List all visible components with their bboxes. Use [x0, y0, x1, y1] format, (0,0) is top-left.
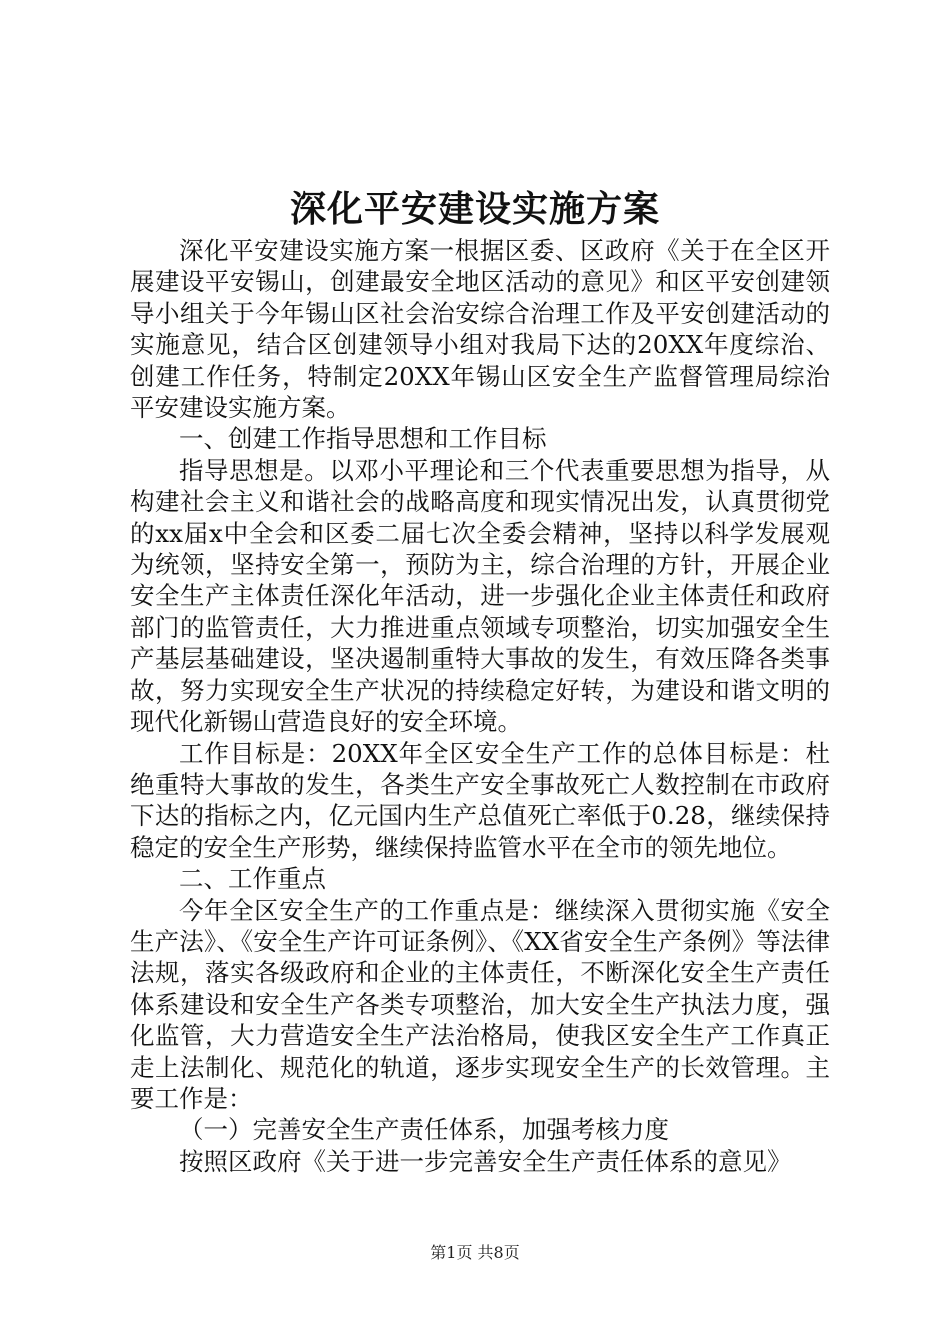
document-body	[130, 235, 830, 1177]
subsection-heading-1: （一）完善安全生产责任体系，加强考核力度	[179, 1115, 669, 1145]
section-heading-1: 一、创建工作指导思想和工作目标	[179, 424, 547, 454]
intro-paragraph: 深化平安建设实施方案一根据区委、区政府《关于在全区开展建设平安锡山，创建最安全地区活动的意见》和区平安创建领导小组关于今年锡山区社会治安综合治理工作及平安创建活动的实施意见，结合区创建领导小组对我局下达的20XX年度综治、创建工作任务，特制定20XX年锡山区安全生产监督管理局综治平安建设实施方案。	[130, 236, 830, 423]
page-number-footer: 第1页 共8页	[430, 1243, 520, 1262]
work-focus-paragraph: 今年全区安全生产的工作重点是：继续深入贯彻实施《安全生产法》、《安全生产许可证条例》、《XX省安全生产条例》等法律法规，落实各级政府和企业的主体责任，不断深化安全生产责任体系建设和安全生产各类专项整治，加大安全生产执法力度，强化监管，大力营造安全生产法治格局，使我区安全生产工作真正走上法制化、规范化的轨道，逐步实现安全生产的长效管理。主要工作是：	[130, 895, 830, 1113]
document-title: 深化平安建设实施方案	[289, 188, 660, 230]
work-goal-paragraph: 工作目标是：20XX年全区安全生产工作的总体目标是：杜绝重特大事故的发生，各类生产安全事故死亡人数控制在市政府下达的指标之内，亿元国内生产总值死亡率低于0.28，继续保持稳定的安全生产形势，继续保持监管水平在全市的领先地位。	[130, 738, 830, 862]
guiding-thought-paragraph: 指导思想是。以邓小平理论和三个代表重要思想为指导，从构建社会主义和谐社会的战略高度和现实情况出发，认真贯彻党的xx届x中全会和区委二届七次全委会精神，坚持以科学发展观为统领，坚持安全第一，预防为主，综合治理的方针，开展企业安全生产主体责任深化年活动，进一步强化企业主体责任和政府部门的监管责任，大力推进重点领域专项整治，切实加强安全生产基层基础建设，坚决遏制重特大事故的发生，有效压降各类事故，努力实现安全生产状况的持续稳定好转，为建设和谐文明的现代化新锡山营造良好的安全环境。	[130, 455, 830, 737]
continuation-paragraph: 按照区政府《关于进一步完善安全生产责任体系的意见》	[179, 1146, 792, 1176]
section-heading-2: 二、工作重点	[179, 864, 326, 894]
